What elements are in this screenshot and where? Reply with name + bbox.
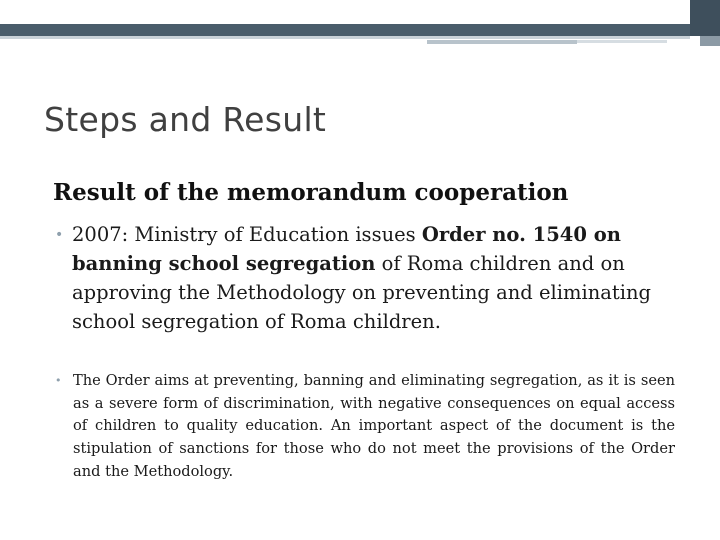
bullet-body-text: The Order aims at preventing, banning and eliminating segregation, as it is seen as a severe form of discrimination, with negative consequences on equal access of children to quality education. An important aspect of the document is the stipulation of sanctions for those who do not meet the provisions of the Order and the Methodology. xyxy=(73,372,675,480)
header-sub-stripe-light xyxy=(577,40,667,43)
bullet-lead-text: 2007: Ministry of Education issues xyxy=(72,223,422,246)
slide-title: Steps and Result xyxy=(44,100,327,139)
bullet-item-order xyxy=(55,220,685,336)
bullet-marker-icon: • xyxy=(55,227,64,243)
bullet-bold-text: Order no. 1540 on banning school segregation xyxy=(72,223,621,275)
header-accent-bar xyxy=(0,24,690,36)
header-divider-line xyxy=(0,36,690,39)
bullet-marker-icon: • xyxy=(55,374,62,387)
header-sub-stripe xyxy=(427,40,577,44)
bullet-item-order-aims xyxy=(55,370,675,484)
bullet-rest-text: of Roma children and on approving the Methodology on preventing and eliminating school segregation of Roma children. xyxy=(72,252,651,333)
header-corner-block xyxy=(690,0,720,36)
slide-subtitle: Result of the memorandum cooperation xyxy=(53,179,569,206)
header-right-stripe xyxy=(700,36,720,46)
